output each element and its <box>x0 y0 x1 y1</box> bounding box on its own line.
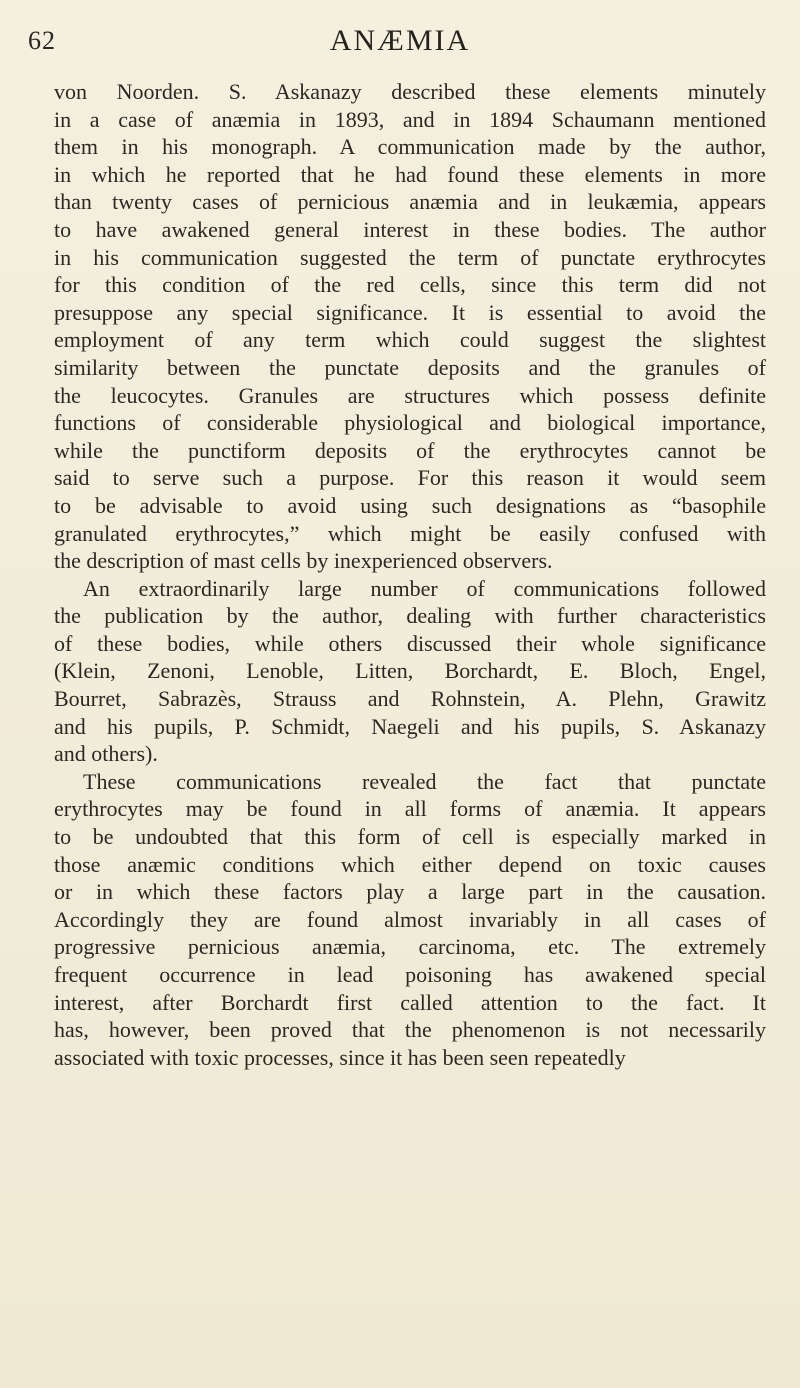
text-line: progressive pernicious anæmia, carcinoma, etc. The extremely <box>54 934 766 960</box>
text-line: granulated erythrocytes,” which might be easily confused with <box>54 520 766 546</box>
text-line: frequent occurrence in lead poisoning has awakened special <box>54 962 766 987</box>
text-line: the leucocytes. Granules are structures which possess definite <box>54 382 766 408</box>
text-line: to have awakened general interest in these bodies. The author <box>54 216 766 242</box>
text-line: than twenty cases of pernicious anæmia and in leukæmia, appears <box>54 189 766 215</box>
page-header <box>0 20 800 60</box>
text-line: These communications revealed the fact that punctate <box>83 768 766 794</box>
text-line: while the punctiform deposits of the erythrocytes cannot be <box>54 437 766 463</box>
text-line: An extraordinarily large number of communications followed <box>83 575 766 601</box>
text-line: employment of any term which could suggest the slightest <box>54 327 766 353</box>
text-line: von Noorden. S. Askanazy described these elements minutely <box>54 79 766 104</box>
paragraph-communications-followed <box>54 575 766 768</box>
text-line: in which he reported that he had found these elements in more <box>54 161 766 187</box>
text-line: the description of mast cells by inexperienced observers. <box>54 548 553 574</box>
text-line: (Klein, Zenoni, Lenoble, Litten, Borchardt, E. Bloch, Engel, <box>54 658 766 684</box>
text-line: those anæmic conditions which either depend on toxic causes <box>54 851 766 877</box>
text-line: associated with toxic processes, since it has been seen repeatedly <box>54 1044 626 1070</box>
text-line: for this condition of the red cells, since this term did not <box>54 272 766 298</box>
text-line: in his communication suggested the term of punctate erythrocytes <box>54 244 766 270</box>
text-line: and others). <box>54 741 158 767</box>
text-line: the publication by the author, dealing with further characteristics <box>54 603 766 629</box>
text-line: said to serve such a purpose. For this reason it would seem <box>54 465 766 491</box>
text-line: in a case of anæmia in 1893, and in 1894 Schaumann mentioned <box>54 106 766 132</box>
text-line: Bourret, Sabrazès, Strauss and Rohnstein, A. Plehn, Grawitz <box>54 686 766 712</box>
text-line: similarity between the punctate deposits and the granules of <box>54 354 766 380</box>
running-head: ANÆMIA <box>329 24 471 57</box>
page-number: 62 <box>28 26 56 55</box>
text-line: has, however, been proved that the phenomenon is not necessarily <box>54 1017 766 1043</box>
text-line: of these bodies, while others discussed their whole significance <box>54 630 766 656</box>
text-line: to be undoubted that this form of cell is especially marked in <box>54 824 766 850</box>
text-line: interest, after Borchardt first called attention to the fact. It <box>54 989 766 1015</box>
body-text <box>54 78 766 1071</box>
text-line: functions of considerable physiological and biological importance, <box>54 410 766 436</box>
text-line: erythrocytes may be found in all forms of anæmia. It appears <box>54 796 766 822</box>
text-line: and his pupils, P. Schmidt, Naegeli and his pupils, S. Askanazy <box>54 713 766 739</box>
paragraph-noorden-askanazy <box>54 78 766 575</box>
text-line: them in his monograph. A communication made by the author, <box>54 134 766 160</box>
text-line: to be advisable to avoid using such designations as “basophile <box>54 492 766 518</box>
paragraph-communications-revealed <box>54 768 766 1072</box>
text-line: or in which these factors play a large part in the causation. <box>54 879 766 905</box>
text-line: presuppose any special significance. It is essential to avoid the <box>54 299 766 325</box>
text-line: Accordingly they are found almost invariably in all cases of <box>54 906 766 932</box>
